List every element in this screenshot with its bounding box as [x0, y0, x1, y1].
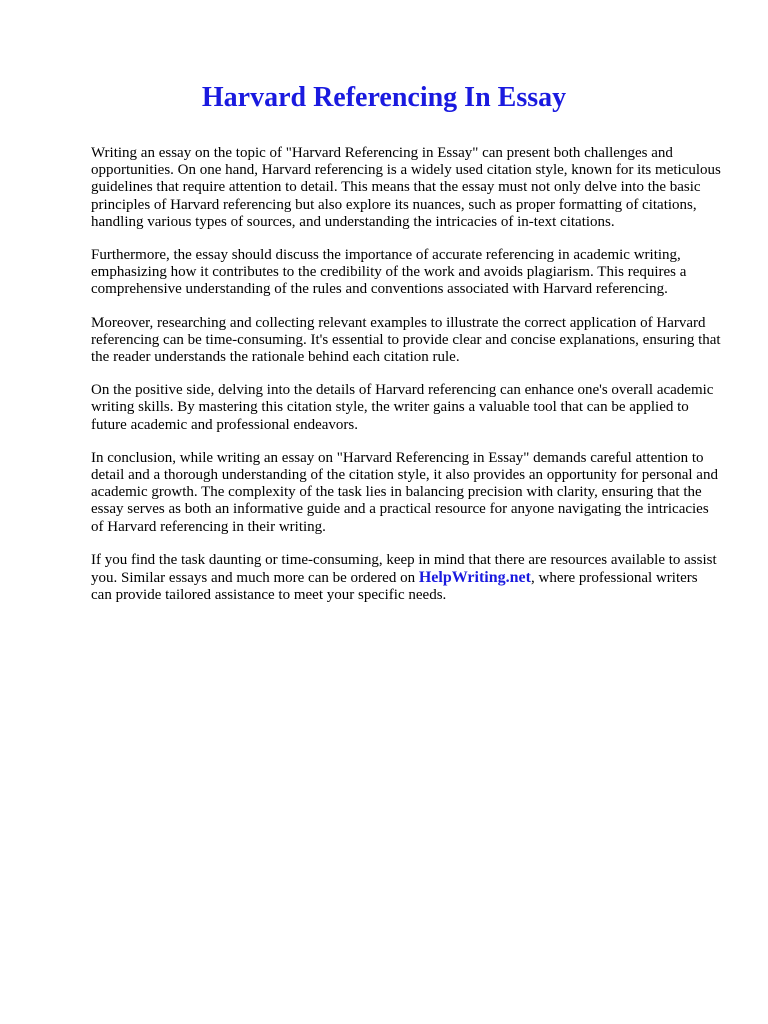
paragraph-5: In conclusion, while writing an essay on "Harvard Referencing in Essay" demands careful attention to detail and a thorough understanding of the citation style, it also provides an opportunity for personal and academic growth. The complexity of the task lies in balancing precision with clarity, ensuring that the essay serves as both an informative guide and a practical resource for anyone navigating the intricacies of Harvard referencing in their writing.	[91, 449, 718, 535]
paragraph-1: Writing an essay on the topic of "Harvard Referencing in Essay" can present both challenges and opportunities. On one hand, Harvard referencing is a widely used citation style, known for its meticulous guidelines that require attention to detail. This means that the essay must not only delve into the basic principles of Harvard referencing but also explore its nuances, such as proper formatting of citations, handling various types of sources, and understanding the intricacies of in-text citations.	[91, 145, 721, 230]
page-title: Harvard Referencing In Essay	[201, 82, 567, 113]
essay-body	[91, 145, 721, 620]
paragraph-6-text-before-link: If you find the task daunting or time-consuming, keep in mind that there are resources available to assist you. Similar essays and much more can be ordered on	[91, 551, 717, 587]
paragraph-6-text-after-link: , where professional writers can provide tailored assistance to meet your specific needs.	[91, 570, 698, 604]
paragraph-3: Moreover, researching and collecting relevant examples to illustrate the correct application of Harvard referencing can be time-consuming. It's essential to provide clear and concise explanations, ensuring that the reader understands the rationale behind each citation rule.	[91, 314, 721, 366]
paragraph-6	[91, 552, 721, 605]
paragraph-2: Furthermore, the essay should discuss the importance of accurate referencing in academic writing, emphasizing how it contributes to the credibility of the work and avoids plagiarism. This requires a comprehensive understanding of the rules and conventions associated with Harvard referencing.	[91, 247, 687, 298]
paragraph-4: On the positive side, delving into the details of Harvard referencing can enhance one's overall academic writing skills. By mastering this citation style, the writer gains a valuable tool that can be applied to future academic and professional endeavors.	[91, 382, 714, 433]
helpwriting-link[interactable]: HelpWriting.net	[418, 569, 531, 587]
